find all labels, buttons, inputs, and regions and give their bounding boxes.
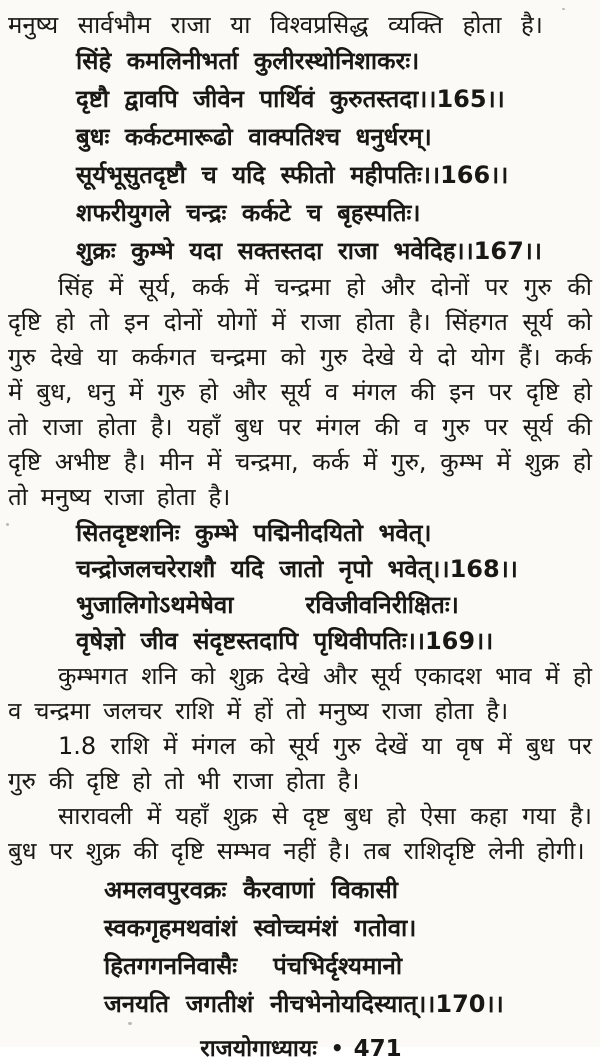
commentary-line: तो मनुष्य राजा होता है। xyxy=(8,483,231,511)
commentary-line: 1.8 राशि में मंगल को सूर्य गुरु देखें या वृष में बुध पर xyxy=(58,732,592,760)
shloka-line: चन्द्रोजलचरेराशौ यदि जातो नृपो भवेत्।।168।। xyxy=(76,555,518,583)
commentary-line: दृष्टि अभीष्ट है। मीन में चन्द्रमा, कर्क में गुरु, कुम्भ में शुक्र हो xyxy=(8,448,592,476)
page-number: 471 xyxy=(353,1036,402,1062)
shloka-line: सिंहे कमलिनीभर्ता कुलीरस्थोनिशाकरः। xyxy=(76,47,420,75)
commentary-line: दृष्टि हो तो इन दोनों योगों में राजा होता है। सिंहगत सूर्य को xyxy=(8,308,592,336)
commentary-line: बुध पर शुक्र की दृष्टि सम्भव नहीं है। तब राशिदृष्टि लेनी होगी। xyxy=(8,837,585,865)
shloka-block-170 xyxy=(104,871,594,1023)
commentary-line: कुम्भगत शनि को शुक्र देखे और सूर्य एकादश भाव में हो xyxy=(58,662,592,690)
shloka-line: जनयति जगतीशं नीचभेनोयदिस्यात्।।170।। xyxy=(104,990,504,1018)
commentary-paragraph-4 xyxy=(8,799,592,869)
shloka-block-168-169 xyxy=(76,515,594,659)
page-footer xyxy=(8,1033,594,1064)
chapter-title: राजयोगाध्यायः xyxy=(200,1036,317,1062)
scan-speck xyxy=(6,523,9,526)
shloka-line: अमलवपुरवक्रः कैरवाणां विकासी xyxy=(104,876,398,904)
shloka-line: शुक्रः कुम्भे यदा सक्तस्तदा राजा भवेदिह।।167।। xyxy=(76,237,542,265)
shloka-line: वृषेज्ञो जीव संदृष्टस्तदापि पृथिवीपतिः।।169।। xyxy=(76,627,494,655)
shloka-line: सूर्यभूसुतदृष्टौ च यदि स्फीतो महीपतिः।।166।। xyxy=(76,161,509,189)
scan-speck xyxy=(562,8,565,10)
separator-bullet-icon: • xyxy=(330,1036,344,1060)
shloka-line: बुधः कर्कटमारूढो वाक्पतिश्च धनुर्धरम्। xyxy=(76,123,432,151)
commentary-line: गुरु देखे या कर्कगत चन्द्रमा को गुरु देखे ये दो योग हैं। कर्क xyxy=(8,343,592,371)
shloka-block-165-167 xyxy=(76,42,594,270)
commentary-line: व चन्द्रमा जलचर राशि में हों तो मनुष्य राजा होता है। xyxy=(8,697,509,725)
intro-prose-line: मनुष्य सार्वभौम राजा या विश्वप्रसिद्ध व्यक्ति होता है। xyxy=(8,11,543,39)
shloka-line: दृष्टौ द्वावपि जीवेन पार्थिवं कुरुतस्तदा।।165।। xyxy=(76,85,505,113)
commentary-line: सिंह में सूर्य, कर्क में चन्द्रमा हो और दोनों पर गुरु की xyxy=(58,273,592,301)
shloka-line: सितदृष्टशनिः कुम्भे पद्मिनीदयितो भवेत्। xyxy=(76,519,432,547)
shloka-line: हितगगननिवासैः पंचभिर्दृश्यमानो xyxy=(104,952,403,980)
commentary-line: सारावली में यहाँ शुक्र से दृष्ट बुध हो ऐसा कहा गया है। xyxy=(58,802,592,830)
shloka-line: भुजालिगोऽथमेषेवा रविजीवनिरीक्षितः। xyxy=(76,591,459,619)
commentary-line: में बुध, धनु में गुरु हो और सूर्य व मंगल की इन पर दृष्टि हो xyxy=(8,378,592,406)
scan-speck xyxy=(128,1022,132,1025)
commentary-line: तो राजा होता है। यहाँ बुध पर मंगल की व गुरु पर सूर्य की xyxy=(8,413,592,441)
shloka-line: शफरीयुगले चन्द्रः कर्कटे च बृहस्पतिः। xyxy=(76,199,421,227)
commentary-paragraph-2 xyxy=(8,659,592,729)
shloka-line: स्वकगृहमथवांशं स्वोच्चमंशं गतोवा। xyxy=(104,914,417,942)
commentary-line: गुरु की दृष्टि हो तो भी राजा होता है। xyxy=(8,767,360,795)
commentary-paragraph-3 xyxy=(8,729,592,799)
commentary-paragraph-1 xyxy=(8,270,592,515)
